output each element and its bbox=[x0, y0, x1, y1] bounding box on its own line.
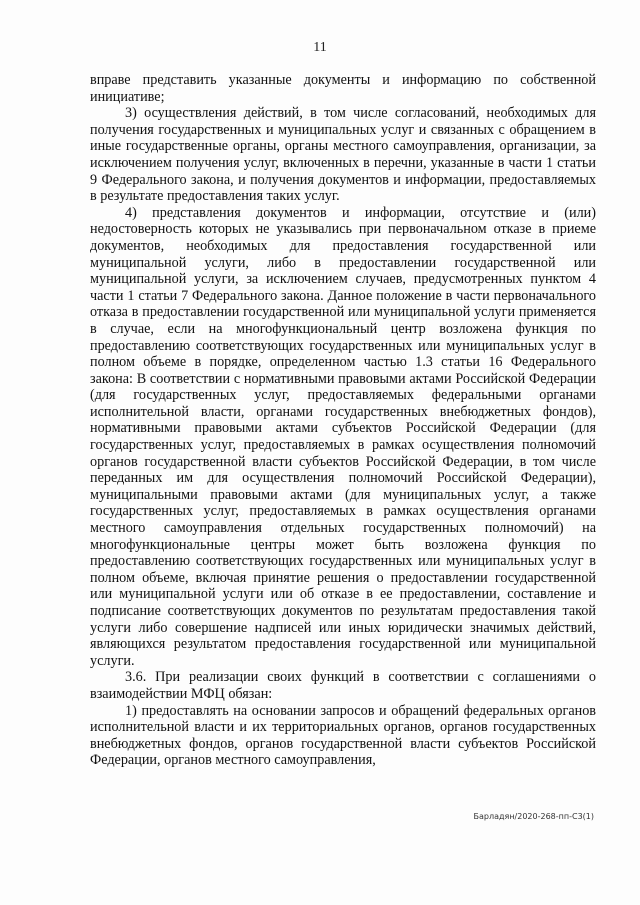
paragraph-item-4: 4) представления документов и информации, отсутствие и (или) недостоверность которых не указывались при первоначальном отказе в приеме документов, необходимых для предоставления государственной или муниципальной услуги, либо в предоставлении государственной или муниципальной услуги, за исключением случаев, предусмотренных пунктом 4 части 1 статьи 7 Федерального закона. Данное положение в части первоначального отказа в предоставлении государственной или муниципальной услуги применяется в случае, если на многофункциональный центр возложена функция по предоставлению соответствующих государственных или муниципальных услуг в полном объеме в порядке, определенном частью 1.3 статьи 16 Федерального закона: В соответствии с нормативными правовыми актами Российской Федерации (для государственных услуг, предоставляемых федеральными органами исполнительной власти, органами государственных внебюджетных фондов), нормативными правовыми актами субъектов Российской Федерации (для государственных услуг, предоставляемых в рамках осуществления полномочий органов государственной власти субъектов Российской Федерации, в том числе переданных им для осуществления полномочий Российской Федерации), муниципальными правовыми актами (для муниципальных услуг, а также государственных услуг, предоставляемых в рамках осуществления органами местного самоуправления отдельных государственных полномочий) на многофункциональные центры может быть возложена функция по предоставлению соответствующих государственных или муниципальных услуг в полном объеме, включая принятие решения о предоставлении государственной или муниципальной услуги или об отказе в ее предоставлении, составление и подписание соответствующих документов по результатам предоставления такой услуги либо совершение надписей или иных юридически значимых действий, являющихся результатом предоставления государственной или муниципальной услуги. bbox=[90, 204, 596, 669]
paragraph-item-3: 3) осуществления действий, в том числе согласований, необходимых для получения государственных и муниципальных услуг и связанных с обращением в иные государственные органы, органы местного самоуправления, организации, за исключением получения услуг, включенных в перечни, указанные в части 1 статьи 9 Федерального закона, и получения документов и информации, предоставляемых в результате предоставления таких услуг. bbox=[90, 105, 596, 205]
paragraph-continuation: вправе представить указанные документы и информацию по собственной инициативе; bbox=[90, 72, 596, 105]
paragraph-subitem-1: 1) предоставлять на основании запросов и обращений федеральных органов исполнительной власти и их территориальных органов, органов государственных внебюджетных фондов, органов государственной власти субъектов Российской Федерации, органов местного самоуправления, bbox=[90, 702, 596, 769]
page-number: 11 bbox=[313, 40, 327, 55]
body-text bbox=[90, 72, 596, 769]
footer-document-code: Барладян/2020-268-пп-С3(1) bbox=[473, 812, 594, 821]
paragraph-section-3-6: 3.6. При реализации своих функций в соответствии с соглашениями о взаимодействии МФЦ обязан: bbox=[90, 669, 596, 702]
